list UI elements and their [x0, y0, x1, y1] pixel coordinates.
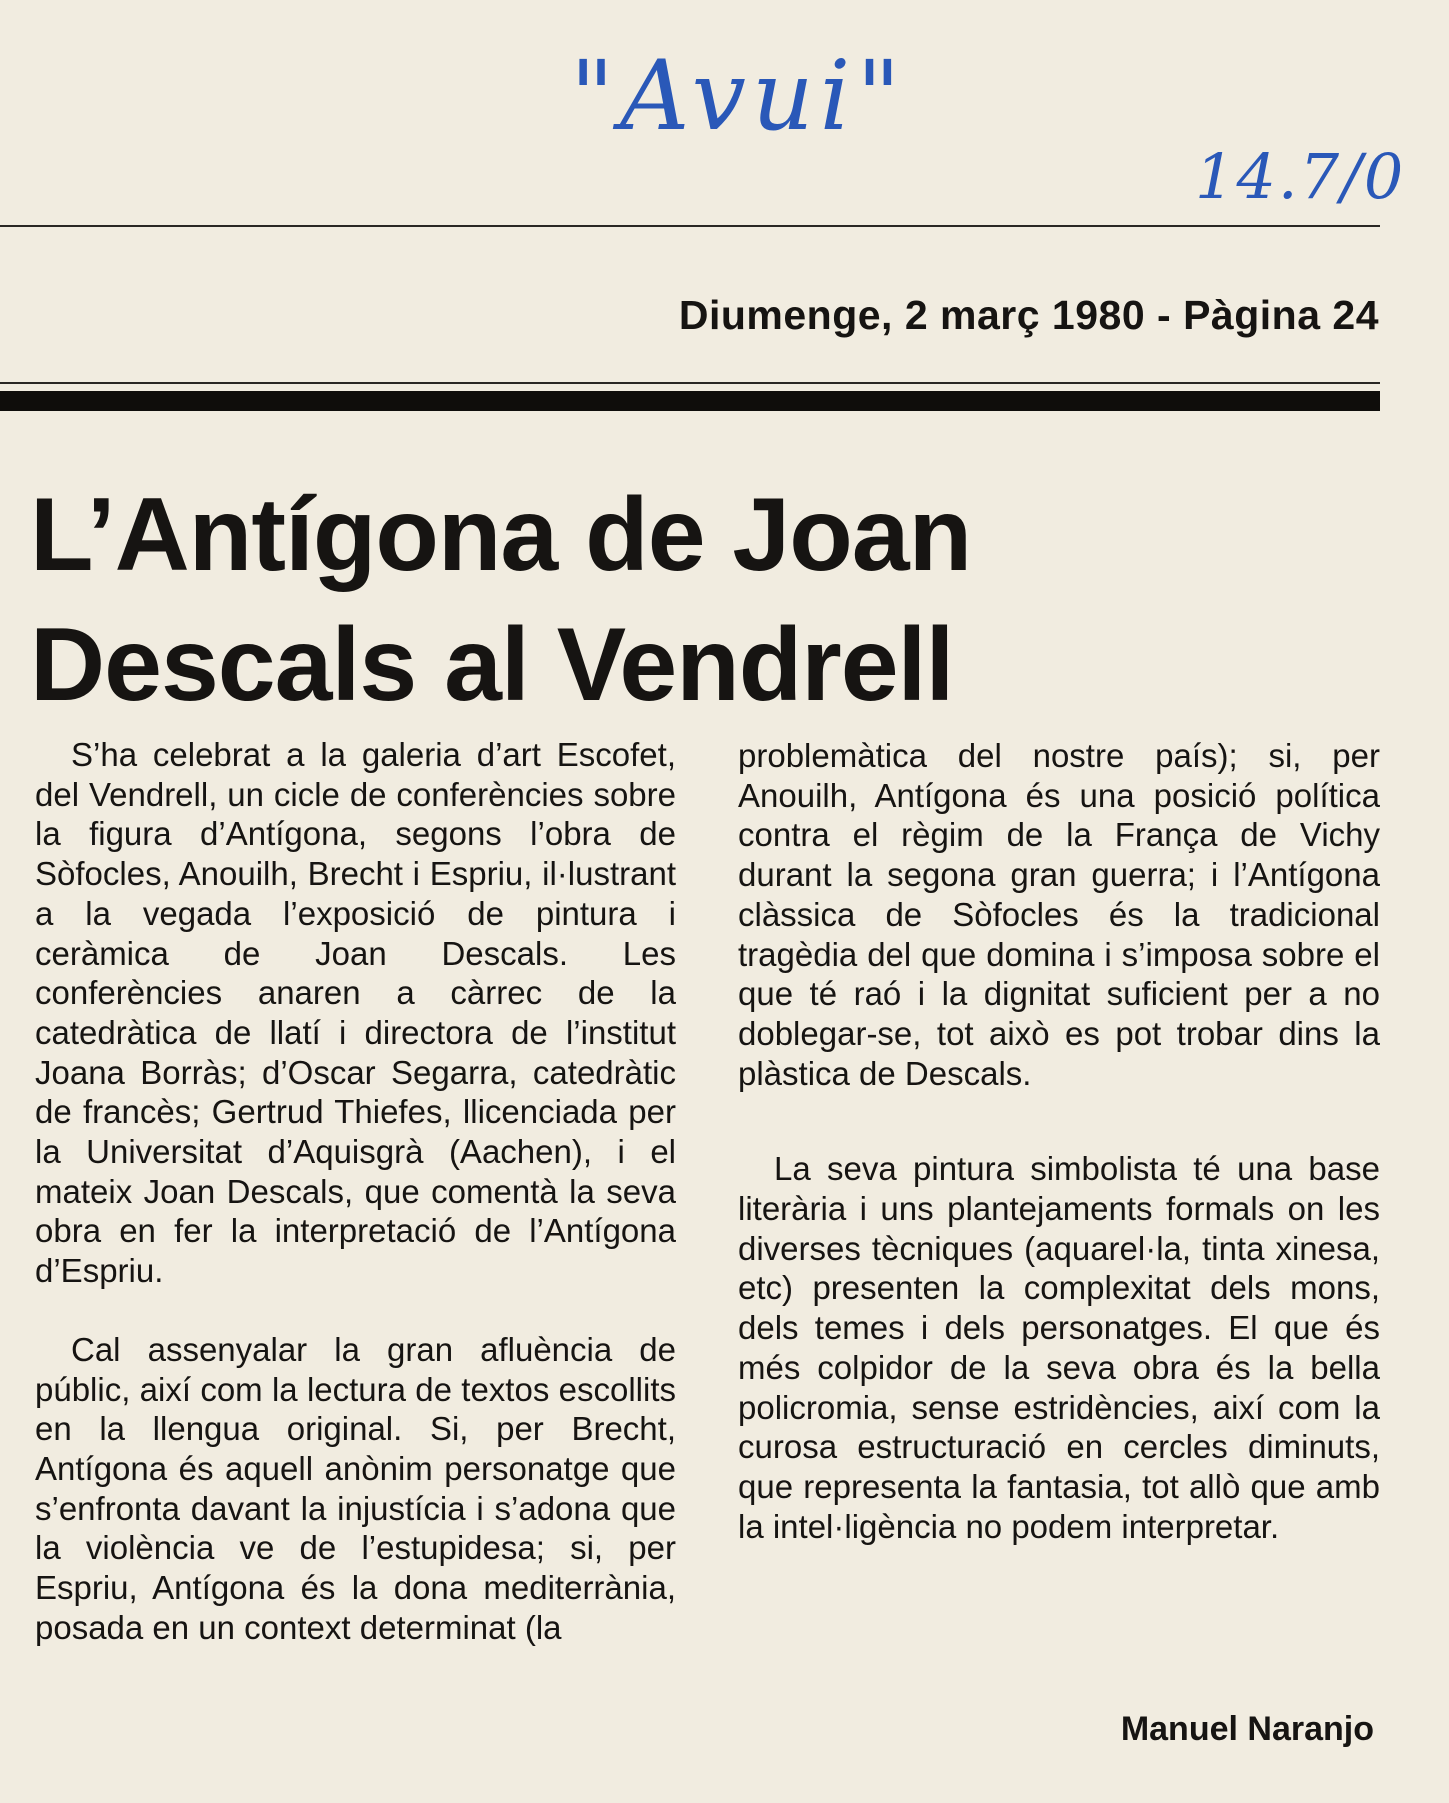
header-divider [0, 382, 1380, 384]
headline-line-1: L’Antígona de Joan [30, 477, 972, 593]
paragraph-2: Cal assenyalar la gran afluència de públic, així com la lectura de textos escollits en la llengua original. Si, per Brecht, Antígona és aquell anònim personatge que s’enfronta davant la injustícia i s’adona que la violència ve de l’estupidesa; si, per Espriu, Antígona és la dona mediterrània, posada en un context determinat (la [35, 1330, 676, 1646]
article-headline [30, 470, 971, 730]
handwritten-newspaper-name: "Avui" [570, 40, 907, 152]
top-divider [0, 225, 1380, 227]
right-column [738, 736, 1380, 1546]
paragraph-1: S’ha celebrat a la galeria d’art Escofet, del Vendrell, un cicle de conferències sobre la figura d’Antígona, segons l’obra de Sòfocles, Anouilh, Brecht i Espriu, il·lustrant a la vegada l’exposició de pintura i ceràmica de Joan Descals. Les conferències anaren a càrrec de la catedràtica de llatí i directora de l’institut Joana Borràs; d’Oscar Segarra, catedràtic de francès; Gertrud Thiefes, llicenciada per la Universitat d’Aquisgrà (Aachen), i el mateix Joan Descals, que comentà la seva obra en fer la interpretació de l’Antígona d’Espriu. [35, 736, 676, 1290]
left-column [35, 735, 676, 1647]
header-bar [0, 391, 1380, 411]
paragraph-4: La seva pintura simbolista té una base literària i uns plantejaments formals on les diverses tècniques (aquarel·la, tinta xinesa, etc) presenten la complexitat dels mons, dels temes i dels personatges. El que és més colpidor de la seva obra és la bella policromia, sense estridències, així com la curosa estructuració en cercles diminuts, que representa la fantasia, tot allò que amb la intel·ligència no podem interpretar. [738, 1150, 1380, 1545]
headline-line-2: Descals al Vendrell [30, 607, 954, 723]
dateline: Diumenge, 2 març 1980 - Pàgina 24 [678, 292, 1379, 338]
author-byline: Manuel Naranjo [1120, 1710, 1374, 1748]
paragraph-3: problemàtica del nostre país); si, per Anouilh, Antígona és una posició política contra el règim de la França de Vichy durant la segona gran guerra; i l’Antígona clàssica de Sòfocles és la tradicional tragèdia del que domina i s’imposa sobre el que té raó i la dignitat suficient per a no doblegar-se, tot això es pot trobar dins la plàstica de Descals. [738, 737, 1380, 1092]
handwritten-date: 14.7/0 [1195, 140, 1406, 213]
